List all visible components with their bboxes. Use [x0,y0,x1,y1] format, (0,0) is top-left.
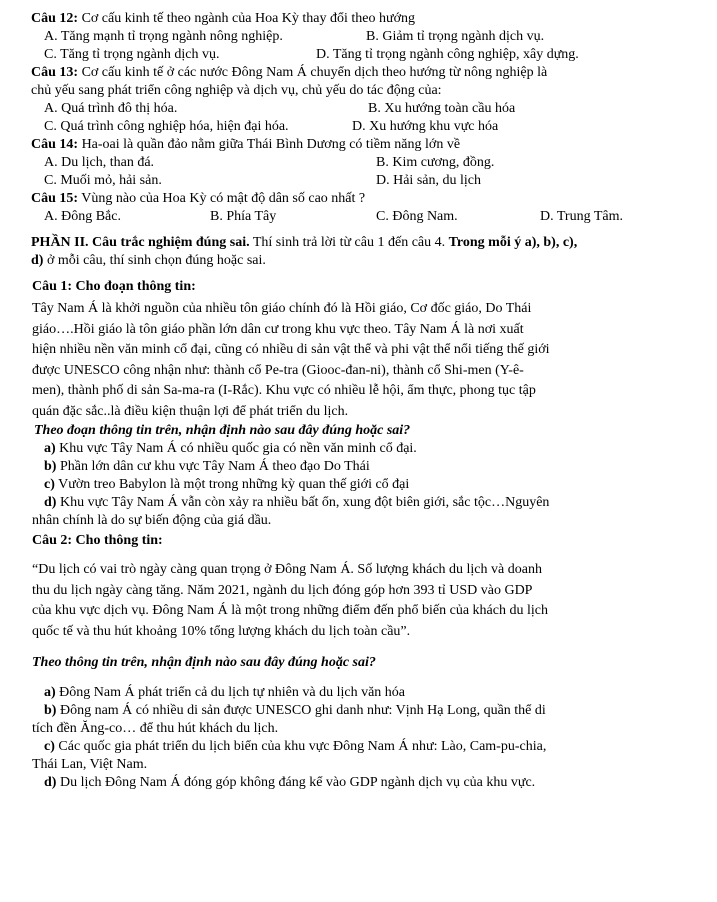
q15-options-row [36,208,699,226]
q13-option-a: A. Quá trình đô thị hóa. [44,101,178,116]
c1-label-b: b) [44,459,57,474]
q14-options-row1 [36,154,699,172]
c1-text-c: Vườn treo Babylon là một trong những kỳ quan thế giới cổ đại [54,477,410,492]
part2-header [31,234,699,270]
c1-passage-line-3: hiện nhiều nền văn minh cổ đại, cũng có nhiều di sản vật thể và phi vật thể nổi tiếng thế giới [32,342,550,357]
q12-option-b: B. Giảm tỉ trọng ngành dịch vụ. [366,29,545,44]
c1-statement-b [44,458,699,476]
c2-passage-line-4: quốc tế và thu hút khoảng 10% tổng lượng khách du lịch toàn cầu”. [32,623,411,639]
q14-options-row2 [36,172,699,190]
q13-option-b: B. Xu hướng toàn cầu hóa [368,101,516,116]
c1-text-a: Khu vực Tây Nam Á có nhiều quốc gia có nền văn minh cổ đại. [55,441,417,456]
q13-options-row2 [36,118,699,136]
c2-label-b: b) [44,703,57,718]
q14-number: Câu 14: [31,137,79,152]
c1-text-d: Khu vực Tây Nam Á vẫn còn xảy ra nhiều bất ổn, xung đột biên giới, sắc tộc…Nguyên [56,495,550,510]
q14-option-d: D. Hải sản, du lịch [376,173,481,188]
c2-passage-line-2: thu du lịch ngày càng tăng. Năm 2021, ngành du lịch đóng góp hơn 393 tỉ USD vào GDP [32,582,533,598]
c2-text-a: Đông Nam Á phát triển cả du lịch tự nhiên và du lịch văn hóa [55,685,406,700]
c1-title: Câu 1: Cho đoạn thông tin: [32,279,196,294]
c1-passage-line-5: men), thành phố di sản Sa-ma-ra (I-Rắc). Khu vực có nhiều lễ hội, ẩm thực, phong tục tập [32,383,536,398]
q15-option-a: A. Đông Bắc. [44,209,121,224]
c1-label-d: d) [44,495,57,510]
c2-label-c: c) [44,739,55,754]
q12-option-a: A. Tăng mạnh tỉ trọng ngành nông nghiệp. [44,29,283,44]
q14-stem [31,136,699,154]
q15-option-c: C. Đông Nam. [376,209,458,224]
q15-stem [31,190,699,208]
c2-text-d: Du lịch Đông Nam Á đóng góp không đáng kể vào GDP ngành dịch vụ của khu vực. [56,775,536,790]
q12-options-row1 [36,28,699,46]
q14-option-a: A. Du lịch, than đá. [44,155,155,170]
q14-text: Ha-oai là quần đảo nằm giữa Thái Bình Dương có tiềm năng lớn về [78,137,461,152]
q15-number: Câu 15: [31,191,79,206]
c2-text-b: Đông nam Á có nhiều di sản được UNESCO ghi danh như: Vịnh Hạ Long, quần thể di [56,703,546,718]
q12-stem [31,10,699,28]
q12-option-d: D. Tăng tỉ trọng ngành công nghiệp, xây dựng. [316,47,579,62]
c1-question: Theo đoạn thông tin trên, nhận định nào sau đây đúng hoặc sai? [34,423,411,438]
c1-label-c: c) [44,477,55,492]
c1-statement-c [44,476,699,494]
q13-number: Câu 13: [31,65,79,80]
c1-passage-line-2: giáo….Hồi giáo là tôn giáo phần lớn dân cư trong khu vực theo. Tây Nam Á là nơi xuất [32,321,524,337]
part2-instruction-bold: Trong mỗi ý a), b), c), [448,235,578,250]
c2-passage [32,560,699,642]
c2-label-a: a) [44,685,56,700]
q13-text-1: Cơ cấu kinh tế ở các nước Đông Nam Á chuyển dịch theo hướng từ nông nghiệp là [78,65,548,80]
c2-statement-b [44,702,699,720]
c2-statement-c [44,738,699,756]
c1-passage-line-4: được UNESCO công nhận như: thành cổ Pe-tra (Giooc-đan-ni), thành cổ Shi-men (Y-ê- [32,362,524,378]
part2-instruction-d: d) [31,253,44,268]
q12-options-row2 [36,46,699,64]
c2-passage-line-3: của khu vực dịch vụ. Đông Nam Á là một trong những điểm đến phổ biến của khách du lịch [32,603,548,618]
q14-option-c: C. Muối mỏ, hải sản. [44,173,162,188]
c1-statement-d [44,494,699,512]
c2-question: Theo thông tin trên, nhận định nào sau đây đúng hoặc sai? [32,655,376,670]
q13-stem [31,64,699,82]
c2-label-d: d) [44,775,57,790]
q15-text: Vùng nào của Hoa Kỳ có mật độ dân số cao nhất ? [78,191,366,206]
c2-text-c: Các quốc gia phát triển du lịch biển của khu vực Đông Nam Á như: Lào, Cam-pu-chia, [54,739,547,754]
c2-statement-d [44,774,699,792]
q13-text-2: chủ yếu sang phát triển công nghiệp và dịch vụ, chủ yếu do tác động của: [31,83,442,98]
c2-block [32,532,699,792]
c2-statement-a [44,684,699,702]
c1-passage-line-6: quán đặc sắc..là điều kiện thuận lợi để phát triển du lịch. [32,403,349,419]
q15-option-d: D. Trung Tâm. [540,209,623,224]
c2-statement-c-cont: Thái Lan, Việt Nam. [32,757,148,772]
q13-option-d: D. Xu hướng khu vực hóa [352,119,499,134]
q14-option-b: B. Kim cương, đồng. [376,155,495,170]
q13-option-c: C. Quá trình công nghiệp hóa, hiện đại hóa. [44,119,289,134]
q15-option-b: B. Phía Tây [210,209,277,224]
q12-text: Cơ cấu kinh tế theo ngành của Hoa Kỳ thay đổi theo hướng [78,11,415,26]
c1-label-a: a) [44,441,56,456]
c2-passage-line-1: “Du lịch có vai trò ngày càng quan trọng ở Đông Nam Á. Số lượng khách du lịch và doanh [32,562,542,577]
q13-options-row1 [36,100,699,118]
c1-block [32,278,699,530]
c1-text-b: Phần lớn dân cư khu vực Tây Nam Á theo đạo Do Thái [56,459,370,474]
part2-instruction: Thí sinh trả lời từ câu 1 đến câu 4. [249,235,449,250]
q12-option-c: C. Tăng tỉ trọng ngành dịch vụ. [44,47,220,62]
c2-statement-b-cont: tích đền Ăng-co… để thu hút khách du lịch. [32,721,279,736]
c1-passage [32,299,699,422]
part2-title: PHẦN II. Câu trắc nghiệm đúng sai. [31,235,250,250]
c1-statement-d-cont: nhân chính là do sự biến động của giá dầu. [32,513,272,528]
part2-instruction-tail: ở mỗi câu, thí sinh chọn đúng hoặc sai. [43,253,266,268]
c2-title: Câu 2: Cho thông tin: [32,533,163,548]
c1-statement-a [44,440,699,458]
q12-number: Câu 12: [31,11,79,26]
c1-passage-line-1: Tây Nam Á là khởi nguồn của nhiều tôn giáo chính đó là Hồi giáo, Cơ đốc giáo, Do Thái [32,301,532,316]
